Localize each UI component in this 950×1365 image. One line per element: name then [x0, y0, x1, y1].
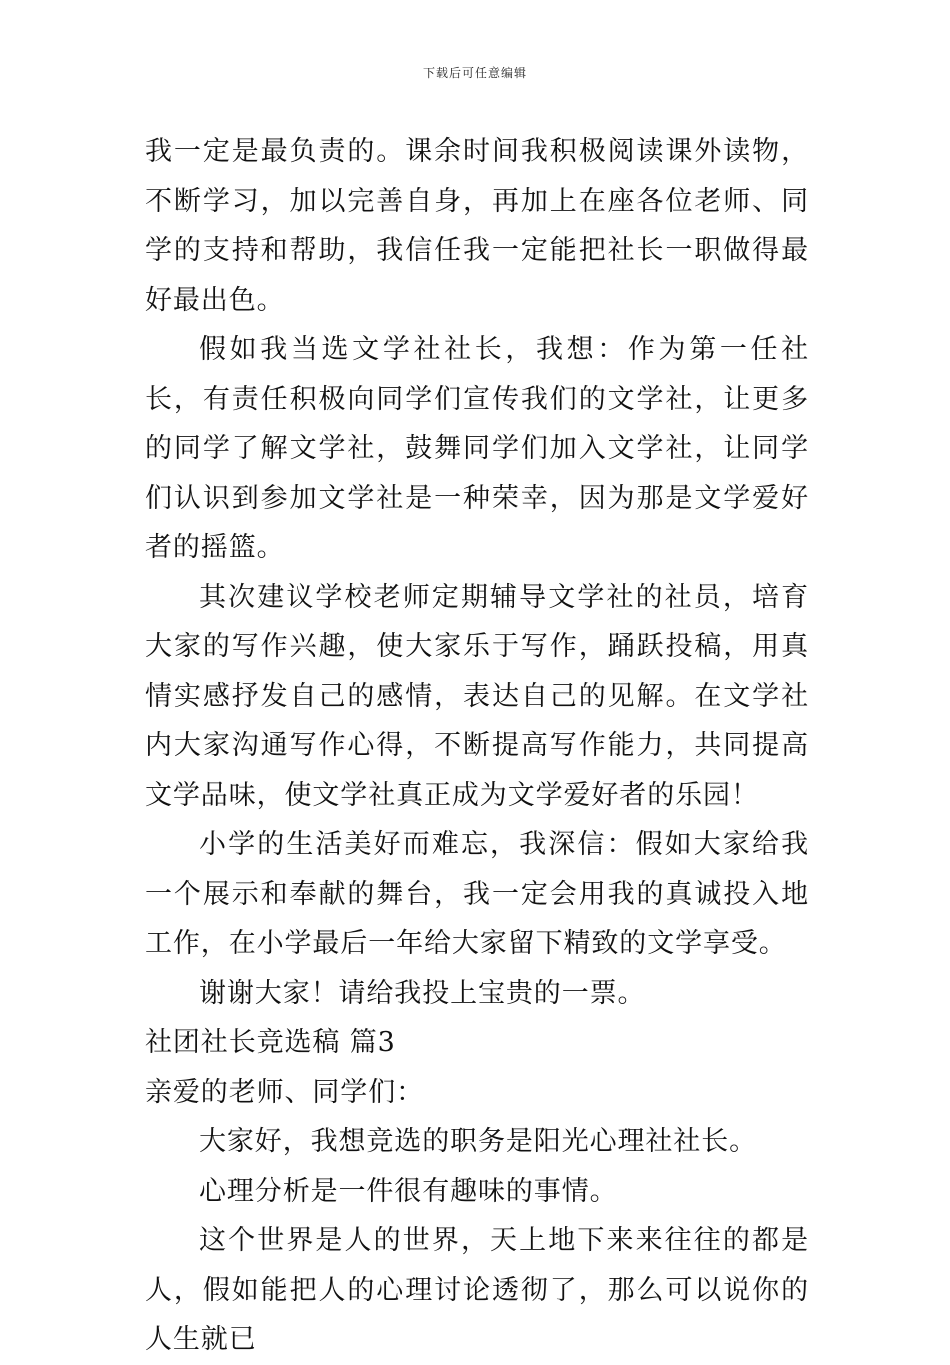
paragraph-world-of-people: 这个世界是人的世界，天上地下来来往往的都是人，假如能把人的心理讨论透彻了，那么可以说你的人生就已 — [145, 1225, 809, 1355]
page-header-note: 下载后可任意编辑 — [422, 66, 527, 80]
paragraph-suggestion: 其次建议学校老师定期辅导文学社的社员，培育大家的写作兴趣，使大家乐于写作，踊跃投稿，用真情实感抒发自己的感情，表达自己的见解。在文学社内大家沟通写作心得，不断提高写作能力，共同提高文学品味，使文学社真正成为文学爱好者的乐园！ — [145, 581, 809, 811]
paragraph-closing-hope: 小学的生活美好而难忘，我深信：假如大家给我一个展示和奉献的舞台，我一定会用我的真诚投入地工作，在小学最后一年给大家留下精致的文学享受。 — [145, 829, 809, 959]
paragraph-psychology-interest: 心理分析是一件很有趣味的事情。 — [199, 1175, 618, 1207]
paragraph-thanks: 谢谢大家！请给我投上宝贵的一票。 — [199, 977, 646, 1009]
paragraph-greeting: 大家好，我想竞选的职务是阳光心理社社长。 — [199, 1126, 757, 1157]
document-body — [145, 127, 809, 1365]
section-title: 社团社长竞选稿 篇3 — [145, 1027, 396, 1058]
salutation: 亲爱的老师、同学们： — [145, 1076, 424, 1108]
paragraph-continuation: 我一定是最负责的。课余时间我积极阅读课外读物，不断学习，加以完善自身，再加上在座各位老师、同学的支持和帮助，我信任我一定能把社长一职做得最好最出色。 — [145, 136, 809, 316]
paragraph-president-plan: 假如我当选文学社社长，我想：作为第一任社长，有责任积极向同学们宣传我们的文学社，让更多的同学了解文学社，鼓舞同学们加入文学社，让同学们认识到参加文学社是一种荣幸，因为那是文学爱好者的摇篮。 — [145, 334, 809, 563]
